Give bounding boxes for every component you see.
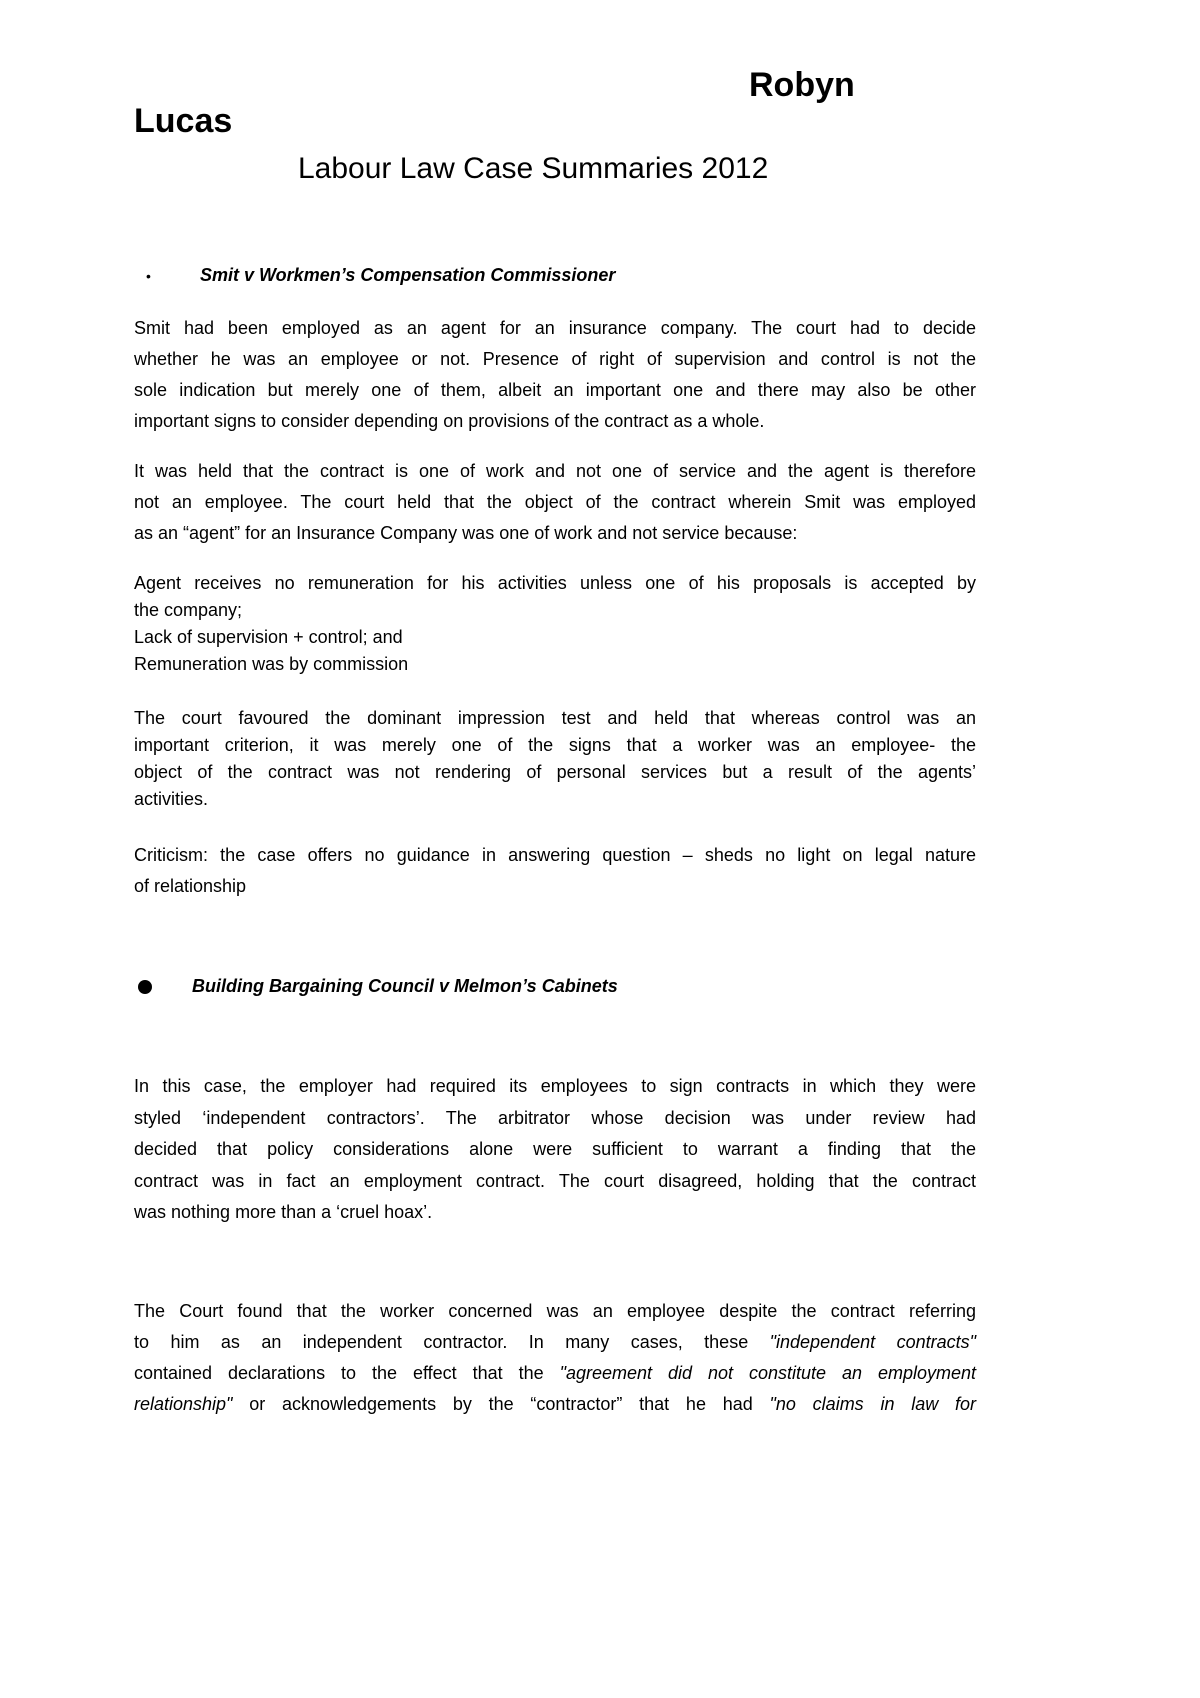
text-segment: to him as an independent contractor. In many cases, these — [134, 1332, 749, 1352]
case-heading-melmon: Building Bargaining Council v Melmon’s Cabinets — [192, 976, 618, 996]
text-line: It was held that the contract is one of work and not one of service and the agent is therefore — [134, 461, 976, 481]
bullet-icon — [138, 980, 152, 994]
paragraph — [134, 1296, 976, 1420]
italic-quote: "agreement did not constitute an employment — [559, 1363, 976, 1383]
italic-quote: relationship" — [134, 1394, 233, 1414]
text-line: important signs to consider depending on provisions of the contract as a whole. — [134, 411, 765, 431]
author-first-name: Robyn — [749, 66, 855, 104]
case-heading-smit: Smit v Workmen’s Compensation Commissioner — [200, 265, 616, 285]
paragraph — [134, 840, 976, 902]
italic-quote: "no claims in law for — [769, 1394, 976, 1414]
text-line: Criticism: the case offers no guidance in answering question – sheds no light on legal nature — [134, 845, 976, 865]
text-line: whether he was an employee or not. Presence of right of supervision and control is not the — [134, 349, 976, 369]
text-line: Remuneration was by commission — [134, 654, 409, 674]
paragraph — [134, 313, 976, 437]
text-line — [134, 1327, 976, 1358]
text-line: the company; — [134, 600, 243, 620]
text-line: The Court found that the worker concerned was an employee despite the contract referring — [134, 1301, 976, 1321]
text-line: Lack of supervision + control; and — [134, 627, 403, 647]
text-line — [134, 1358, 976, 1389]
text-line: sole indication but merely one of them, albeit an important one and there may also be other — [134, 380, 976, 400]
text-line: important criterion, it was merely one of the signs that a worker was an employee- the — [134, 735, 976, 755]
bullet-icon: • — [146, 268, 151, 284]
text-line: was nothing more than a ‘cruel hoax’. — [134, 1202, 433, 1222]
text-segment: contained declarations to the effect that the — [134, 1363, 544, 1383]
text-line: The court favoured the dominant impression test and held that whereas control was an — [134, 708, 976, 728]
paragraph — [134, 1071, 976, 1229]
text-line: decided that policy considerations alone were sufficient to warrant a finding that the — [134, 1139, 976, 1159]
text-line: as an “agent” for an Insurance Company was one of work and not service because: — [134, 523, 798, 543]
text-line: contract was in fact an employment contract. The court disagreed, holding that the contract — [134, 1170, 976, 1191]
text-line: of relationship — [134, 876, 247, 896]
author-last-name: Lucas — [134, 102, 233, 140]
text-line: activities. — [134, 789, 209, 809]
text-line: object of the contract was not rendering of personal services but a result of the agents’ — [134, 762, 976, 782]
text-line: In this case, the employer had required its employees to sign contracts in which they were — [134, 1076, 976, 1096]
text-segment: or acknowledgements by the “contractor” that he had — [249, 1394, 753, 1414]
text-line: not an employee. The court held that the object of the contract wherein Smit was employed — [134, 492, 976, 512]
document-title: Labour Law Case Summaries 2012 — [298, 152, 769, 185]
paragraph — [134, 570, 976, 678]
italic-quote: "independent contracts" — [769, 1332, 976, 1352]
text-line: Agent receives no remuneration for his activities unless one of his proposals is accepted by — [134, 573, 976, 593]
paragraph — [134, 456, 976, 549]
paragraph — [134, 705, 976, 813]
text-line — [134, 1389, 976, 1420]
text-line: Smit had been employed as an agent for an insurance company. The court had to decide — [134, 318, 976, 338]
text-line: styled ‘independent contractors’. The arbitrator whose decision was under review had — [134, 1107, 976, 1128]
